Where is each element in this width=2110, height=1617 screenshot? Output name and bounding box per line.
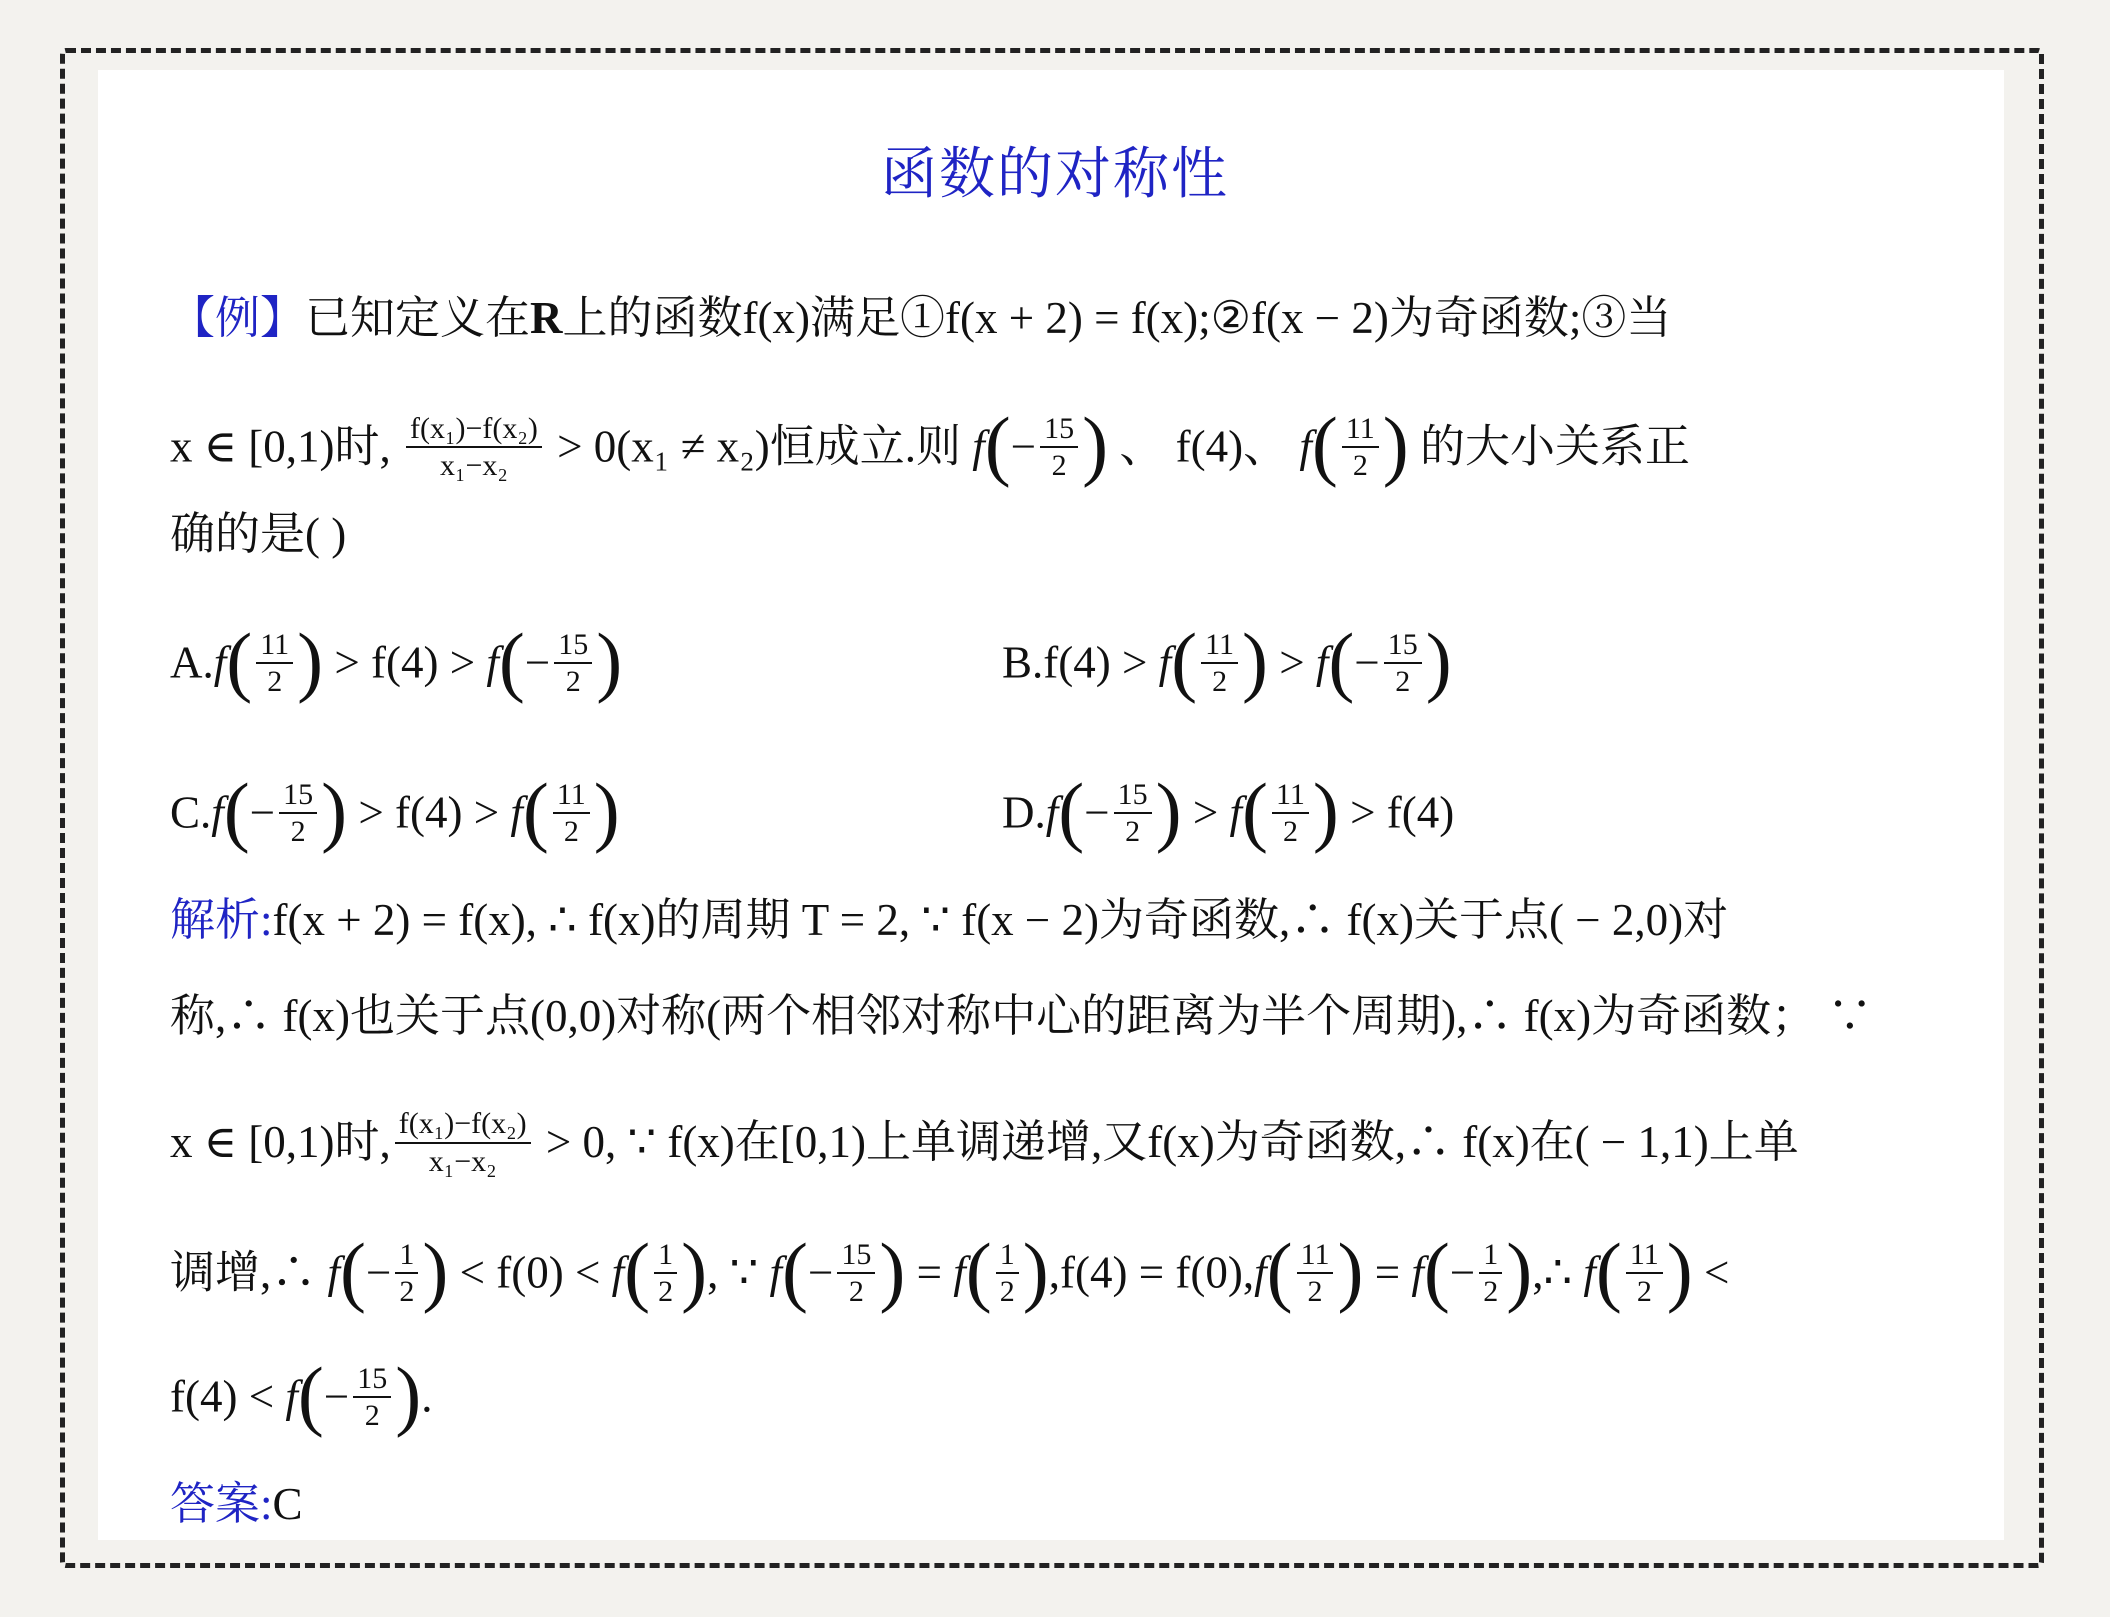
question-line-3: 确的是( ) [170,509,347,559]
solution-line-1: 解析:f(x + 2) = f(x), ∴ f(x)的周期 T = 2, ∵ f(x − 2)为奇函数,∴ f(x)关于点( − 2,0)对 [170,895,1729,945]
question-line-1: 【例】已知定义在R上的函数f(x)满足①f(x + 2) = f(x);②f(x − 2)为奇函数;③当 [170,293,1672,343]
fraction: $\frac{\text{f(x₁)−f(x₂)}}{\text{x₁−x₂}}$ [406,413,542,482]
option-c: C.f(− $\frac{15}{2}$ ) > f(4) > f( $\frac{11}{2}$ ) [170,767,620,854]
option-d: D.f(− $\frac{15}{2}$ ) > f( $\frac{11}{2}$ ) > f(4) [1002,767,1455,854]
option-b: B.f(4) > f( $\frac{11}{2}$ ) > f(− $\frac{15}{2}$ ) [1002,617,1452,704]
page-title: 函数的对称性 [881,144,1229,206]
answer-value: C [272,1479,303,1529]
question-line-2: x ∈ [0,1)时, $\frac{\text{f(x₁)−f(x₂)}}{\text{x₁−x₂}}$ > 0(x₁ ≠ x₂)恒成立.则 f(− $\frac{15}{2}$ ) 、 f(4)、 f( $\frac{11}{2}$ ) 的大小关系正 [170,401,1691,488]
solution-label: 解析: [170,895,273,945]
solution-line-5: f(4) < f(− $\frac{15}{2}$ ). [170,1351,433,1438]
option-a: A.f( $\frac{11}{2}$ ) > f(4) > f(− $\frac{15}{2}$ ) [170,617,623,704]
answer-line [170,1479,303,1529]
example-tag: 【例】 [170,293,306,343]
answer-label: 答案: [170,1479,273,1529]
solution-line-4: 调增,∴ f(− $\frac{1}{2}$ ) < f(0) < f( $\frac{1}{2}$ ), ∵ f(− $\frac{15}{2}$ ) = f( $\frac{1}{2}$ ),f(4) = f(0),f( $\frac{11}{2}$ ) = f(− $\frac{1}{2}$ ),∴ f( $\frac{11}{2}$ ) < [170,1227,1730,1314]
solution-line-3: x ∈ [0,1)时, $\frac{\text{f(x₁)−f(x₂)}}{\text{x₁−x₂}}$ > 0, ∵ f(x)在[0,1)上单调递增,又f(x)为奇函数,∴ f(x)在( − 1,1)上单 [170,1107,1799,1178]
solution-line-2: 称,∴ f(x)也关于点(0,0)对称(两个相邻对称中心的距离为半个周期),∴ f(x)为奇函数； ∵ [170,991,1873,1041]
